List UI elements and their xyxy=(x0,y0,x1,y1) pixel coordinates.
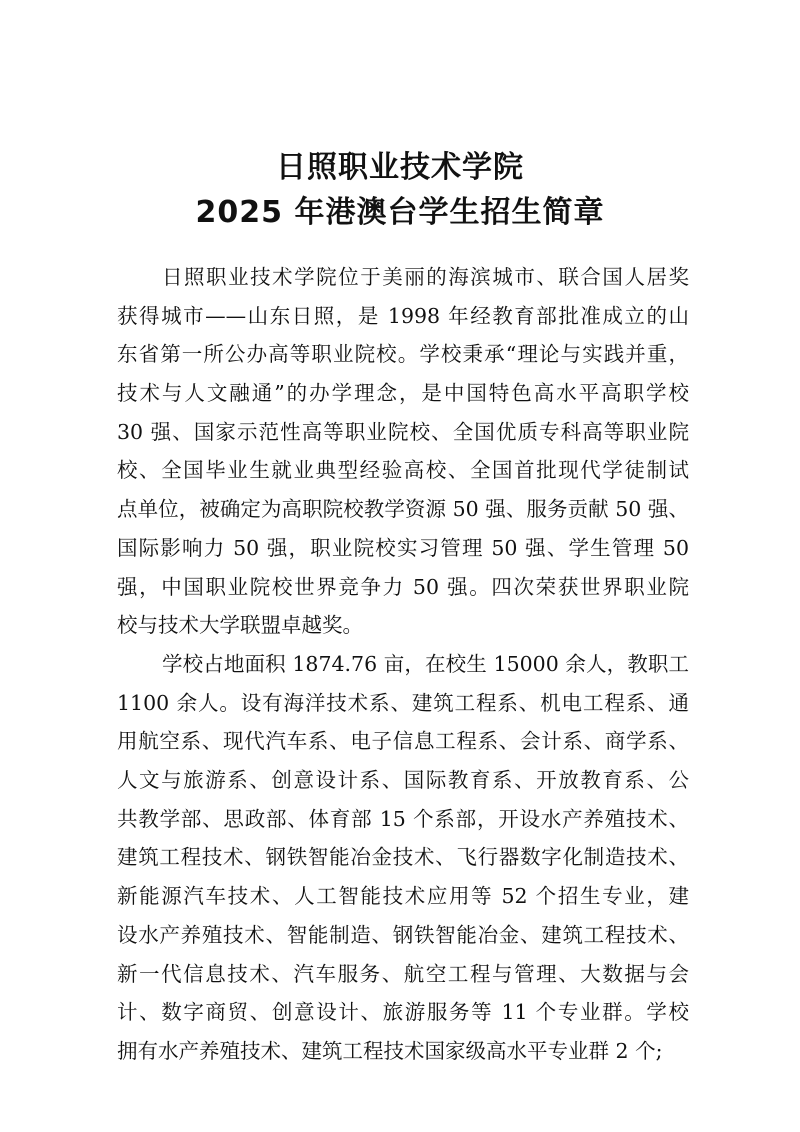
paragraph-1-line: 技术与人文融通”的办学理念，是中国特色高水平高职学校 xyxy=(117,381,689,406)
paragraph-1 xyxy=(117,258,689,645)
paragraph-1-line: 强，中国职业院校世界竞争力 50 强。四次荣获世界职业院 xyxy=(117,574,689,599)
paragraph-2-line: 新一代信息技术、汽车服务、航空工程与管理、大数据与会 xyxy=(117,961,689,986)
paragraph-2-line: 新能源汽车技术、人工智能技术应用等 52 个招生专业，建 xyxy=(117,884,689,909)
paragraph-1-line: 国际影响力 50 强，职业院校实习管理 50 强、学生管理 50 xyxy=(117,535,689,560)
paragraph-1-line: 点单位，被确定为高职院校教学资源 50 强、服务贡献 50 强、 xyxy=(117,497,689,522)
paragraph-2-line: 拥有水产养殖技术、建筑工程技术国家级高水平专业群 2 个; xyxy=(117,1038,663,1063)
paragraph-2-line: 计、数字商贸、创意设计、旅游服务等 11 个专业群。学校 xyxy=(117,1000,689,1025)
paragraph-2-line: 用航空系、现代汽车系、电子信息工程系、会计系、商学系、 xyxy=(117,729,689,754)
paragraph-1-line: 30 强、国家示范性高等职业院校、全国优质专科高等职业院 xyxy=(117,419,689,444)
paragraph-1-line: 校与技术大学联盟卓越奖。 xyxy=(117,613,363,638)
document-title-line2: 2025 年港澳台学生招生简章 xyxy=(195,195,605,230)
paragraph-2-line: 1100 余人。设有海洋技术系、建筑工程系、机电工程系、通 xyxy=(117,690,689,715)
paragraph-2-line: 学校占地面积 1874.76 亩，在校生 15000 余人，教职工 xyxy=(162,652,689,676)
document-title-line1: 日照职业技术学院 xyxy=(276,150,524,185)
paragraph-1-line: 东省第一所公办高等职业院校。学校秉承“理论与实践并重， xyxy=(117,342,689,367)
paragraph-1-line: 获得城市——山东日照，是 1998 年经教育部批准成立的山 xyxy=(117,303,689,328)
paragraph-2-line: 人文与旅游系、创意设计系、国际教育系、开放教育系、公 xyxy=(117,768,689,793)
paragraph-2-line: 设水产养殖技术、智能制造、钢铁智能冶金、建筑工程技术、 xyxy=(117,922,689,947)
paragraph-2-line: 共教学部、思政部、体育部 15 个系部，开设水产养殖技术、 xyxy=(117,806,689,831)
paragraph-1-line: 日照职业技术学院位于美丽的海滨城市、联合国人居奖 xyxy=(162,265,689,289)
paragraph-1-line: 校、全国毕业生就业典型经验高校、全国首批现代学徒制试 xyxy=(117,458,689,483)
paragraph-2-line: 建筑工程技术、钢铁智能冶金技术、飞行器数字化制造技术、 xyxy=(117,845,689,870)
paragraph-2 xyxy=(117,645,689,1071)
